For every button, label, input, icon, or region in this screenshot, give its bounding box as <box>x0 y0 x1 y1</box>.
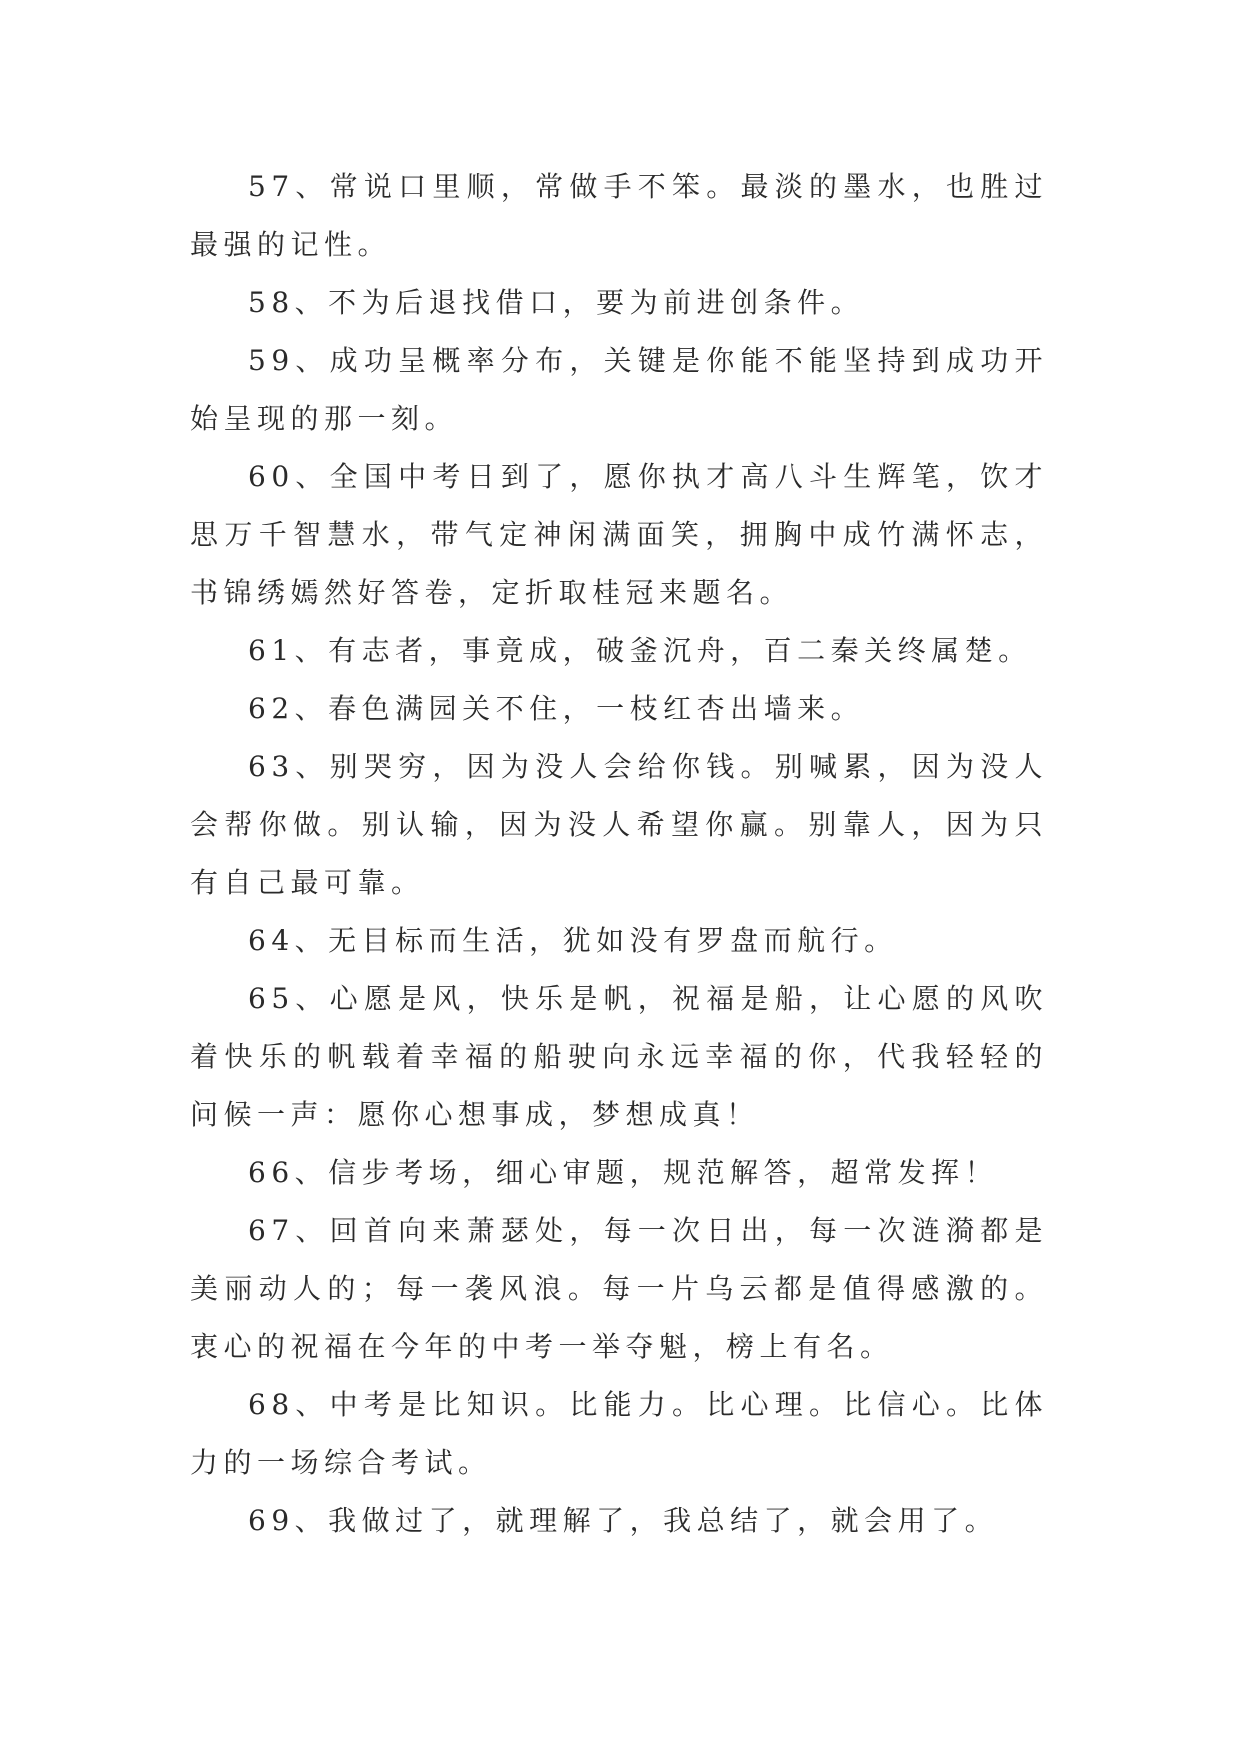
quote-paragraph-65: 65、心愿是风，快乐是帆，祝福是船，让心愿的风吹着快乐的帆载着幸福的船驶向永远幸福的你，代我轻轻的问候一声：愿你心想事成，梦想成真！ <box>190 982 1048 1131</box>
quote-paragraph-67: 67、回首向来萧瑟处，每一次日出，每一次涟漪都是美丽动人的；每一袭风浪。每一片乌云都是值得感激的。衷心的祝福在今年的中考一举夺魁，榜上有名。 <box>190 1214 1048 1363</box>
quote-paragraph-66: 66、信步考场，细心审题，规范解答，超常发挥！ <box>248 1156 999 1189</box>
quote-paragraph-61: 61、有志者，事竟成，破釜沉舟，百二秦关终属楚。 <box>248 634 1032 667</box>
quote-paragraph-58: 58、不为后退找借口，要为前进创条件。 <box>248 286 865 319</box>
document-body <box>190 158 1048 1550</box>
quote-paragraph-60: 60、全国中考日到了，愿你执才高八斗生辉笔，饮才思万千智慧水，带气定神闲满面笑，拥胸中成竹满怀志，书锦绣嫣然好答卷，定折取桂冠来题名。 <box>190 460 1048 609</box>
quote-paragraph-69: 69、我做过了，就理解了，我总结了，就会用了。 <box>248 1504 999 1537</box>
quote-paragraph-64: 64、无目标而生活，犹如没有罗盘而航行。 <box>248 924 898 957</box>
quote-paragraph-63: 63、别哭穷，因为没人会给你钱。别喊累，因为没人会帮你做。别认输，因为没人希望你赢。别靠人，因为只有自己最可靠。 <box>190 750 1048 899</box>
quote-paragraph-59: 59、成功呈概率分布，关键是你能不能坚持到成功开始呈现的那一刻。 <box>190 344 1048 435</box>
quote-paragraph-62: 62、春色满园关不住，一枝红杏出墙来。 <box>248 692 865 725</box>
quote-paragraph-57: 57、常说口里顺，常做手不笨。最淡的墨水，也胜过最强的记性。 <box>190 170 1048 261</box>
quote-paragraph-68: 68、中考是比知识。比能力。比心理。比信心。比体力的一场综合考试。 <box>190 1388 1048 1479</box>
